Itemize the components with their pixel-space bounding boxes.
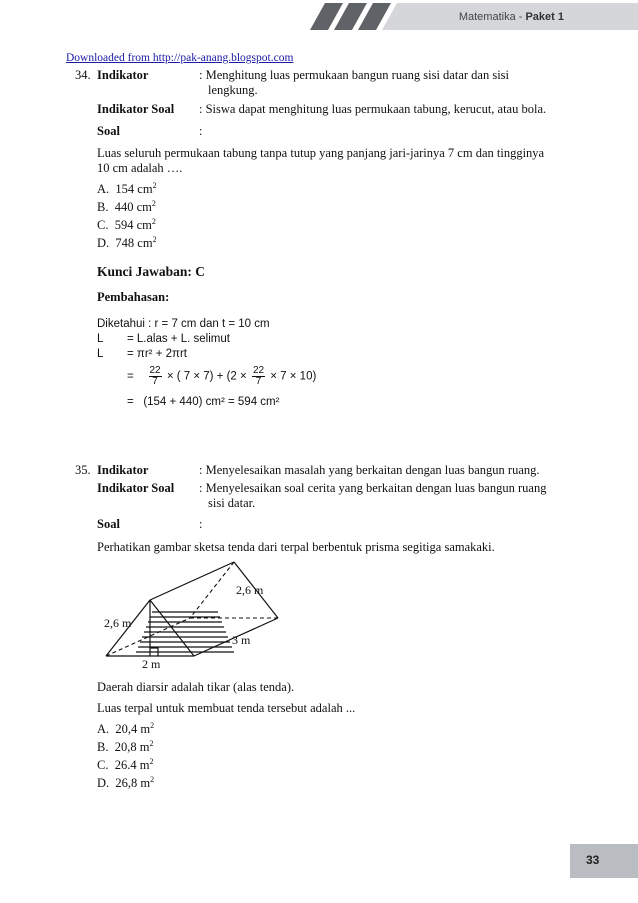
- q35-ask: Luas terpal untuk membuat tenda tersebut adalah ...: [97, 701, 356, 715]
- tent-prism-figure: [100, 556, 310, 672]
- q34-soal-label: Soal: [97, 124, 120, 138]
- header-title: Matematika - Paket 1: [458, 11, 564, 23]
- page-number-box: [570, 844, 638, 878]
- download-link[interactable]: Downloaded from http://pak-anang.blogspot.com: [66, 52, 294, 64]
- page-number: 33: [586, 853, 600, 867]
- q34-question-line1: Luas seluruh permukaan tabung tanpa tutup yang panjang jari-jarinya 7 cm dan tingginya: [97, 146, 545, 160]
- fraction-22-7-a: $\frac{22}{7}$: [149, 365, 161, 387]
- label-top-slant: 2,6 m: [236, 583, 264, 597]
- q35-indikator-soal-line1: : Menyelesaikan soal cerita yang berkaitan dengan luas bangun ruang: [199, 481, 547, 495]
- q34-indikator-label: Indikator: [97, 68, 149, 82]
- q34-option-a[interactable]: A. 154 $cm^2$: [97, 180, 157, 196]
- solution-l-label-1: L: [97, 333, 104, 345]
- q34-answer-key: Kunci Jawaban: C: [97, 264, 206, 279]
- q35-indikator-soal-line2: sisi datar.: [208, 496, 256, 510]
- q35-note: Daerah diarsir adalah tikar (alas tenda).: [97, 680, 295, 694]
- q34-number: 34.: [75, 68, 91, 82]
- q34-indikator-soal: : Siswa dapat menghitung luas permukaan tabung, kerucut, atau bola.: [199, 102, 547, 116]
- q35-indikator: : Menyelesaikan masalah yang berkaitan dengan luas bangun ruang.: [199, 463, 540, 477]
- q35-soal-colon: :: [199, 517, 203, 531]
- label-base: 2 m: [142, 657, 161, 671]
- solution-line-substitution: = $\frac{22}{7}$ × ( 7 × 7) + (2 × $\frac{22}{7}$ × 7 × 10): [127, 365, 317, 387]
- q35-option-d[interactable]: D. 26,8 $m^2$: [97, 774, 155, 790]
- solution-l-label-2: L: [97, 348, 104, 360]
- q34-option-b[interactable]: B. 440 $cm^2$: [97, 198, 156, 214]
- solution-line-given: Diketahui : r = 7 cm dan t = 10 cm: [97, 318, 270, 330]
- label-left-slant: 2,6 m: [104, 616, 132, 630]
- page-header: [0, 0, 638, 34]
- q34-indikator-line1: : Menghitung luas permukaan bangun ruang sisi datar dan sisi: [199, 68, 510, 82]
- q34-option-c[interactable]: C. 594 $cm^2$: [97, 216, 156, 232]
- solution-line-pi: = πr² + 2πrt: [127, 348, 187, 360]
- q35-soal-label: Soal: [97, 517, 120, 531]
- q35-option-c[interactable]: C. 26.4 $m^2$: [97, 756, 154, 772]
- solution-line-result: = (154 + 440) cm² = 594 cm²: [127, 396, 280, 408]
- q35-indikator-label: Indikator: [97, 463, 149, 477]
- label-length: 3 m: [232, 633, 251, 647]
- q35-option-b[interactable]: B. 20,8 $m^2$: [97, 738, 154, 754]
- q35-question: Perhatikan gambar sketsa tenda dari terpal berbentuk prisma segitiga samakaki.: [97, 540, 495, 554]
- q34-pembahasan-label: Pembahasan:: [97, 290, 170, 304]
- q34-question-line2: 10 cm adalah ….: [97, 161, 183, 175]
- q35-indikator-soal-label: Indikator Soal: [97, 481, 175, 495]
- solution-line-formula: = L.alas + L. selimut: [127, 333, 230, 345]
- q34-indikator-line2: lengkung.: [208, 83, 258, 97]
- q34-indikator-soal-label: Indikator Soal: [97, 102, 175, 116]
- q35-option-a[interactable]: A. 20,4 $m^2$: [97, 720, 155, 736]
- q34-option-d[interactable]: D. 748 $cm^2$: [97, 234, 157, 250]
- q35-number: 35.: [75, 463, 91, 477]
- fraction-22-7-b: $\frac{22}{7}$: [252, 365, 265, 387]
- q34-soal-colon: :: [199, 124, 203, 138]
